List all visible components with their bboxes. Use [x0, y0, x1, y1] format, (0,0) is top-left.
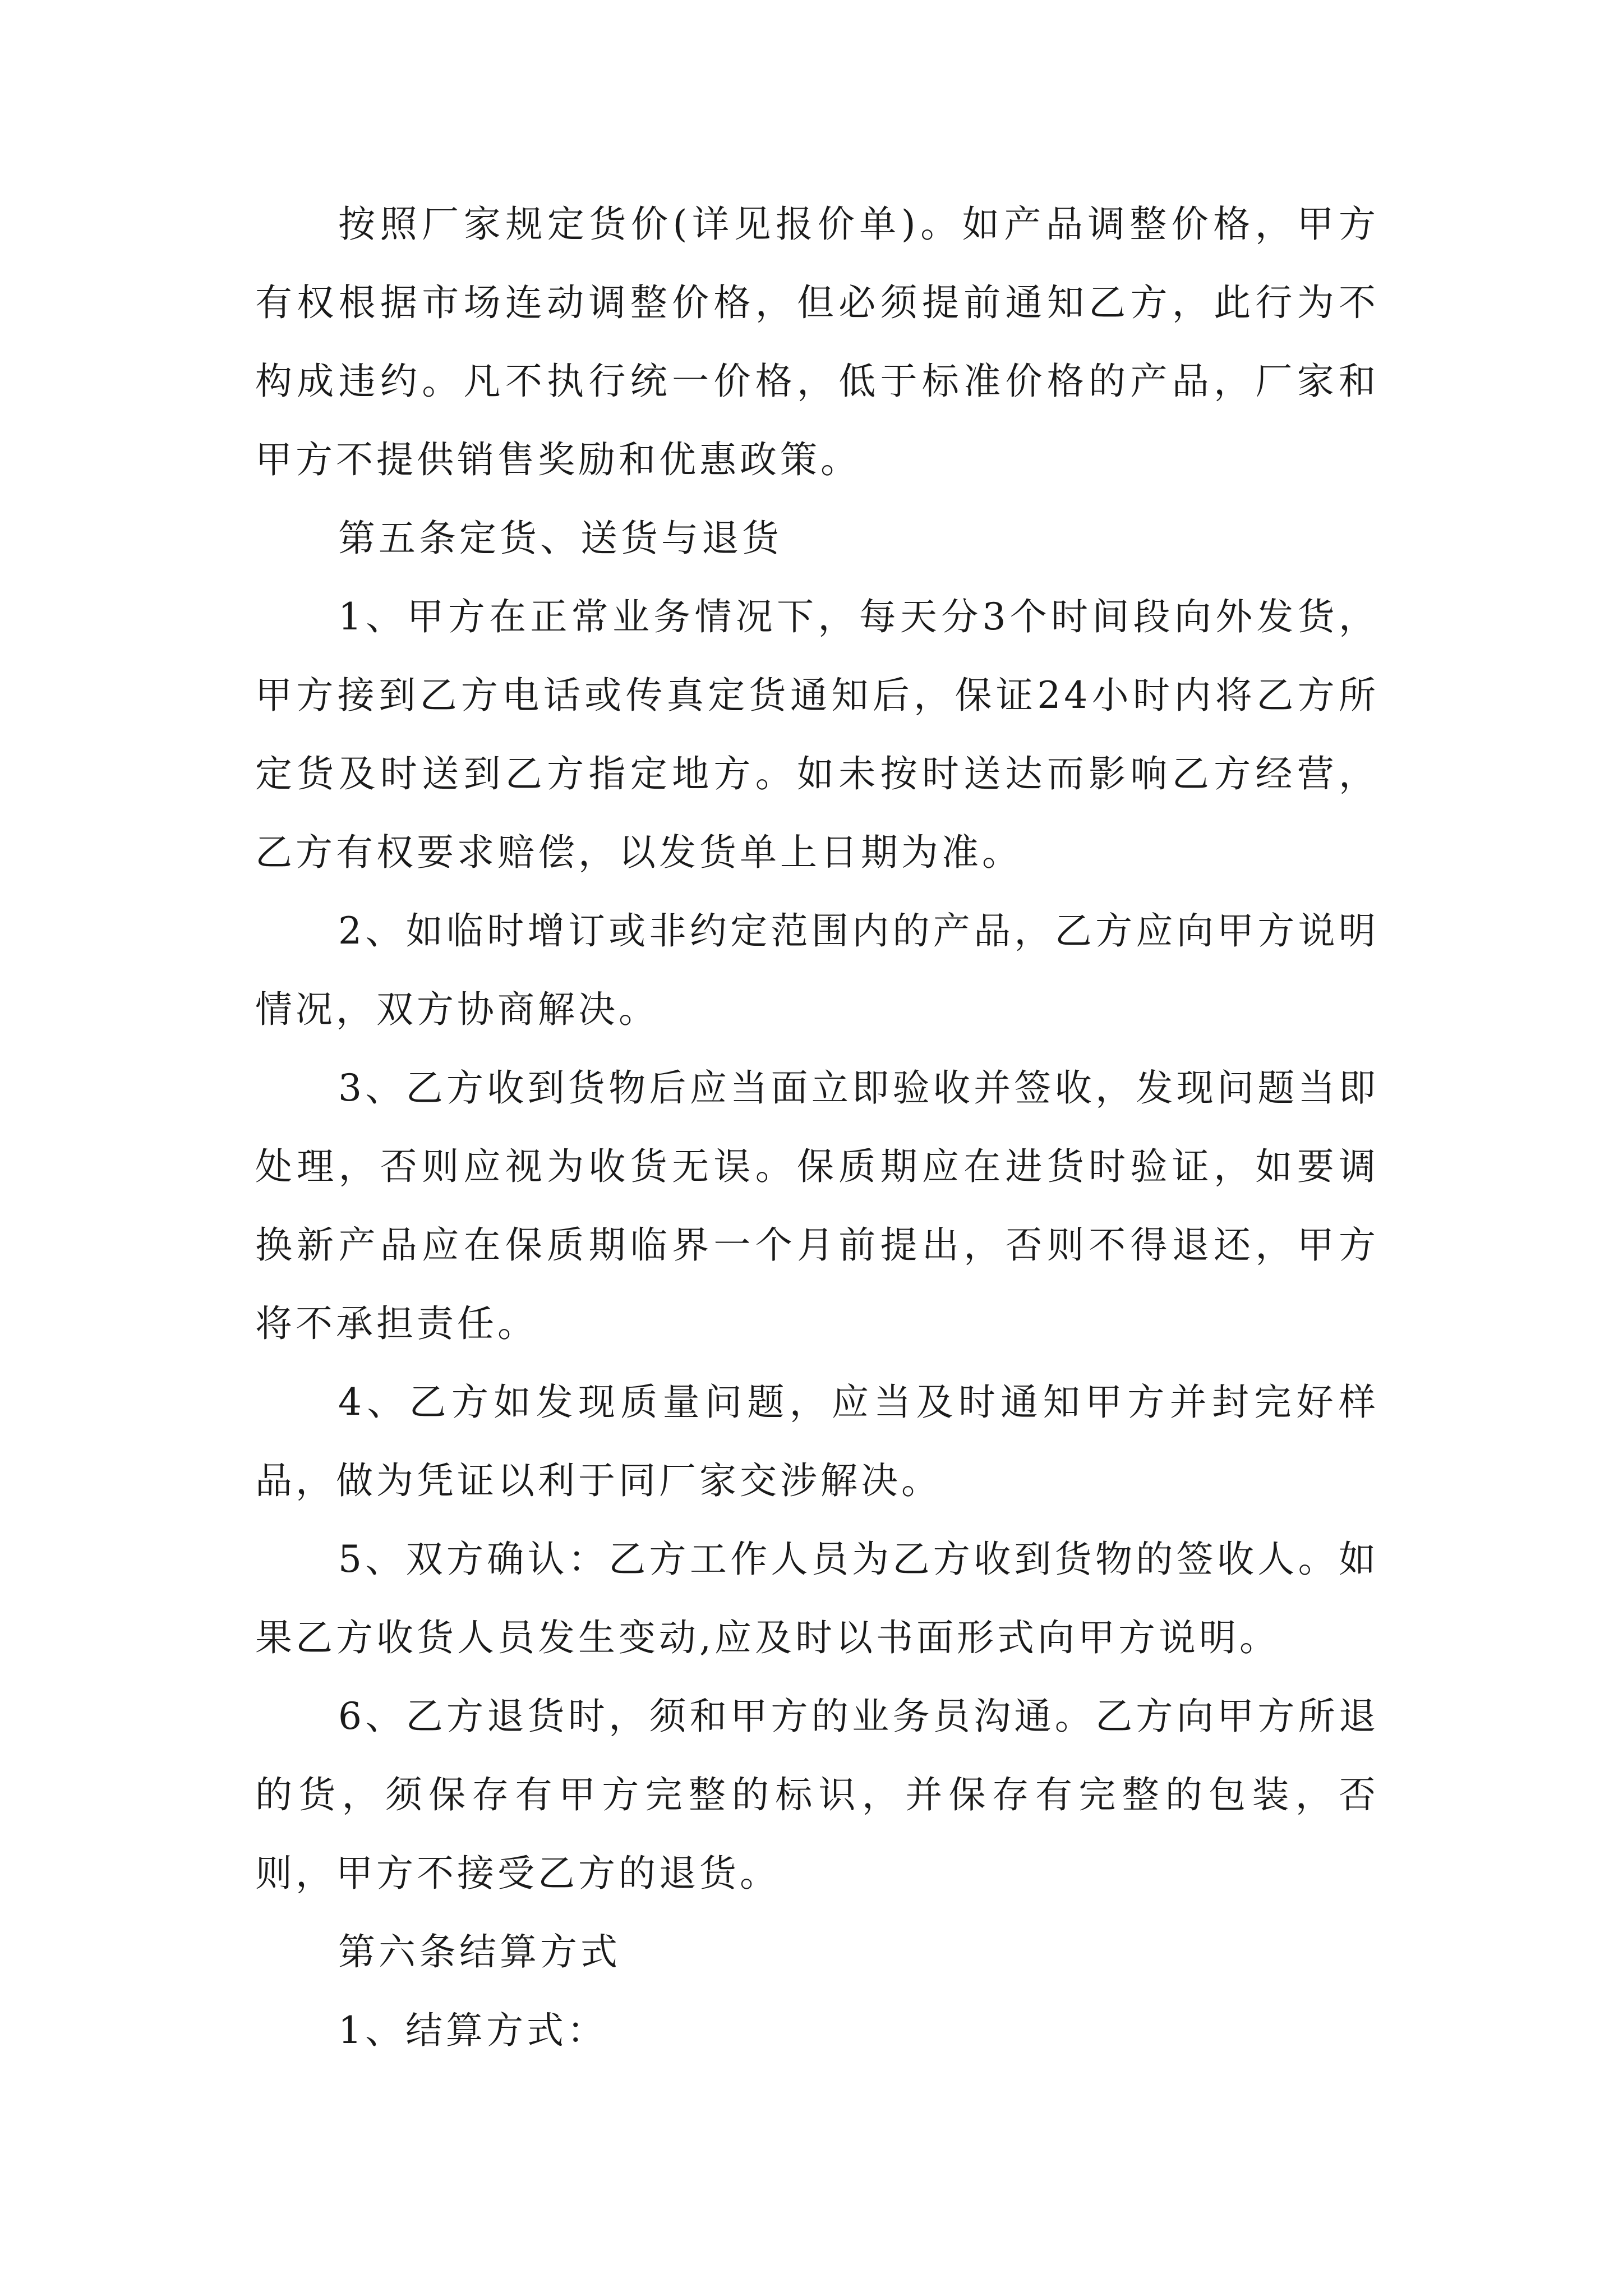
paragraph-item-3-inspection: 3、乙方收到货物后应当面立即验收并签收，发现问题当即处理，否则应视为收货无误。保质期应在进货时验证，如要调换新产品应在保质期临界一个月前提出，否则不得退还，甲方将不承担责任。	[255, 1066, 1379, 1345]
paragraph-item-6-returns: 6、乙方退货时，须和甲方的业务员沟通。乙方向甲方所退的货，须保存有甲方完整的标识，并保存有完整的包装，否则，甲方不接受乙方的退货。	[255, 1695, 1379, 1895]
paragraph-item-1-delivery: 1、甲方在正常业务情况下，每天分3个时间段向外发货，甲方接到乙方电话或传真定货通知后，保证24小时内将乙方所定货及时送到乙方指定地方。如未按时送达而影响乙方经营，乙方有权要求赔偿，以发货单上日期为准。	[255, 595, 1379, 874]
section-heading-article-5: 第五条定货、送货与退货	[338, 517, 782, 560]
paragraph-pricing: 按照厂家规定货价(详见报价单)。如产品调整价格，甲方有权根据市场连动调整价格，但必须提前通知乙方，此行为不构成违约。凡不执行统一价格，低于标准价格的产品，厂家和甲方不提供销售奖励和优惠政策。	[255, 203, 1379, 481]
paragraph-item-5-receiver: 5、双方确认：乙方工作人员为乙方收到货物的签收人。如果乙方收货人员发生变动,应及时以书面形式向甲方说明。	[255, 1538, 1379, 1659]
list-item-settlement-method: 1、结算方式：	[338, 2009, 607, 2052]
paragraph-item-4-quality: 4、乙方如发现质量问题，应当及时通知甲方并封完好样品，做为凭证以利于同厂家交涉解决。	[255, 1381, 1379, 1502]
paragraph-item-2-extra-order: 2、如临时增订或非约定范围内的产品，乙方应向甲方说明情况，双方协商解决。	[255, 909, 1379, 1031]
section-heading-article-6: 第六条结算方式	[338, 1930, 621, 1973]
document-body	[255, 185, 1379, 2070]
